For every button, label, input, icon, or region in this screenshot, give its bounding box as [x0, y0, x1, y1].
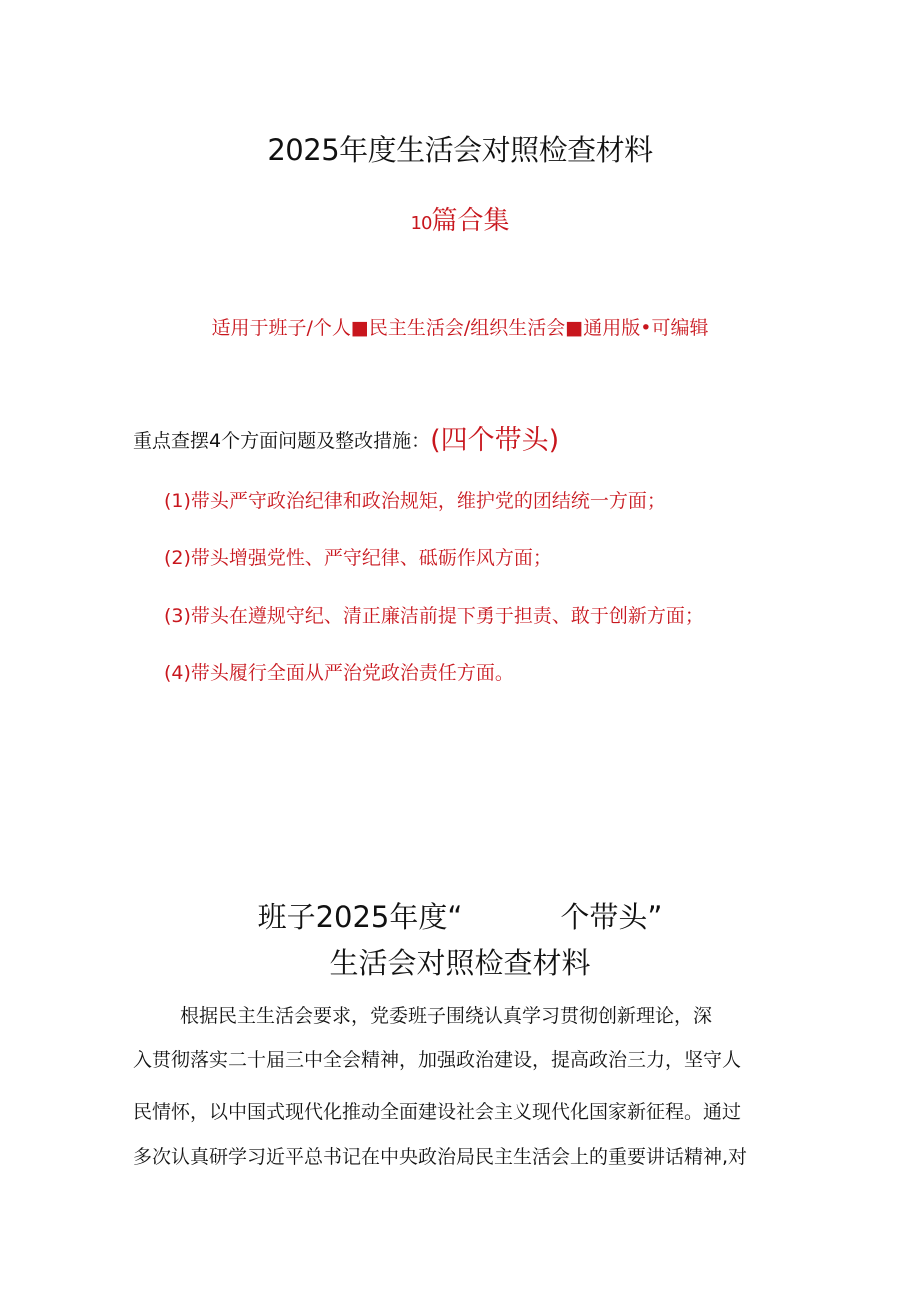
article-heading-left: 班子2025年度“ [257, 900, 463, 934]
paragraph-line-3: 民情怀，以中国式现代化推动全面建设社会主义现代化国家新征程。通过 [133, 1101, 742, 1123]
focus-heading [133, 418, 559, 457]
paragraph-line-2: 入贯彻落实二十届三中全会精神，加强政治建设，提高政治三力，坚守人 [133, 1049, 742, 1071]
focus-item-3: (3)带头在遵规守纪、清正廉洁前提下勇于担责、敢于创新方面； [164, 605, 704, 627]
collection-label: 篇合集 [431, 206, 510, 236]
focus-item-4: (4)带头履行全面从严治党政治责任方面。 [164, 662, 514, 684]
focus-item-1: (1)带头严守政治纪律和政治规矩，维护党的团结统一方面； [164, 490, 666, 512]
document-title: 2025年度生活会对照检查材料 [267, 133, 653, 167]
article-heading-line2: 生活会对照检查材料 [329, 946, 591, 980]
applicability-line: 适用于班子/个人■民主生活会/组织生活会■通用版•可编辑 [211, 317, 709, 339]
focus-highlight: (四个带头) [430, 425, 560, 456]
article-heading-right: 个带头” [560, 900, 663, 934]
focus-item-2: (2)带头增强党性、严守纪律、砥砺作风方面； [164, 547, 552, 569]
paragraph-line-4: 多次认真研学习近平总书记在中央政治局民主生活会上的重要讲话精神,对 [133, 1146, 748, 1168]
article-heading-line1 [0, 895, 920, 936]
focus-prefix: 重点查摆4个方面问题及整改措施： [133, 430, 431, 452]
collection-subtitle [0, 200, 920, 237]
paragraph-line-1: 根据民主生活会要求，党委班子围绕认真学习贯彻创新理论，深 [180, 1005, 713, 1027]
collection-count: 10 [410, 213, 432, 234]
